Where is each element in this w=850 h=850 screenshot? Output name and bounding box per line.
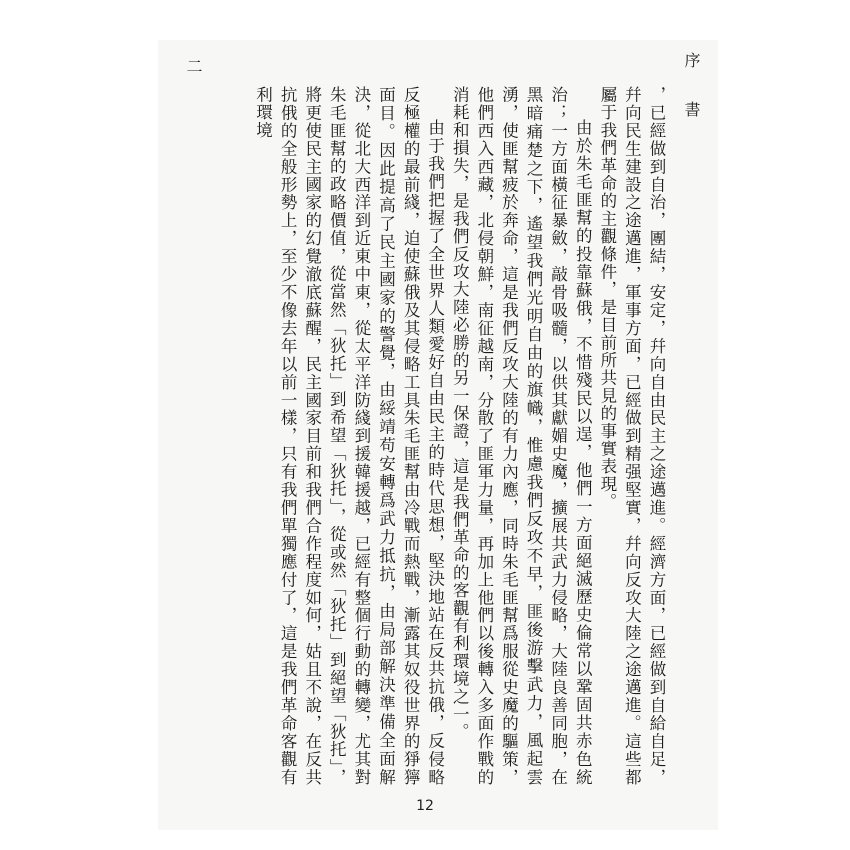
paragraph: ，已經做到自治，團結，安定，幷向自由民主之途邁進。經濟方面，已經做到自給自足，幷向民生建設之途邁進，軍事方面，已經做到精强堅實，幷向反攻大陸之途邁進。這些都屬于我們革命的主觀條件，是目前所共見的事實表現。: [597, 86, 666, 786]
paragraph: 由於朱毛匪幫的投靠蘇俄，不惜殘民以逞，他們一方面絕滅歷史倫常以鞏固共赤色統治；一方面橫征暴斂，敲骨吸髓，以供其獻媚史魔，擴展共武力侵略，大陸良善同胞，在黑暗痛楚之下，遙望我們光明自由的旗幟，惟慮我們反攻不早，匪後游擊武力，風起雲湧，使匪幫疲於奔命，這是我們反攻大陸的有力內應，同時朱毛匪幫爲服從史魔的驅策，他們西入西藏，北侵朝鮮，南征越南，分散了匪軍力量，再加上他們以後轉入多面作戰的消耗和損失，是我們反攻大陸必勝的另一保證，這是我們革命的客觀有利環境之一。: [450, 86, 593, 786]
running-header-title: 序 書: [682, 52, 701, 132]
running-header-page-number: 二: [184, 58, 203, 74]
footer-page-number: 12: [416, 798, 434, 814]
paragraph: 由于我們把握了全世界人類愛好自由民主的時代思想，堅決地站在反共抗俄，反侵略反極權的最前綫，迫使蘇俄及其侵略工具朱毛匪幫由冷戰而熱戰，漸露其奴役世界的猙獰面目。因此提高了民主國家的警覺，由綏靖苟安轉爲武力抵抗，由局部解決準備全面解決，從北大西洋到近東中東，從太平洋防綫到援韓援越，已經有整個行動的轉變，尤其對朱毛匪幫的政略價值，從當然「狄托」到希望「狄托」，從或然「狄托」到絕望「狄托」，將更使民主國家的幻覺澈底蘇醒，民主國家目前和我們合作程度如何，姑且不說，在反共抗俄的全般形勢上，至少不像去年以前一樣，只有我們單獨應付了，這是我們革命客觀有利環境: [253, 86, 445, 786]
body-text: [188, 86, 668, 786]
